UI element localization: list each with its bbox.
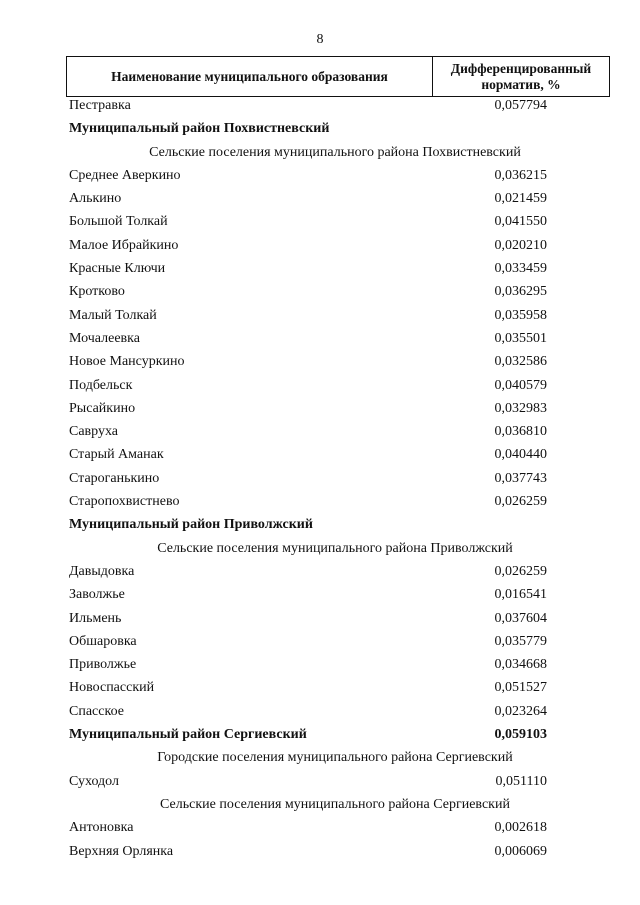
row-value: 0,037604	[494, 610, 547, 626]
row-value: 0,035501	[494, 330, 547, 346]
table-row	[0, 235, 640, 258]
row-name: Сельские поселения муниципального района Похвистневский	[149, 144, 521, 160]
table-row	[0, 701, 640, 724]
table-row	[0, 631, 640, 654]
table-row	[0, 491, 640, 514]
row-name: Старый Аманак	[69, 447, 164, 463]
row-name: Спасское	[69, 703, 124, 719]
header-norm-column	[433, 57, 609, 96]
row-name: Старопохвистнево	[69, 494, 180, 510]
table-header	[66, 56, 610, 97]
row-name: Заволжье	[69, 587, 125, 603]
table-row	[0, 188, 640, 211]
table-row	[0, 398, 640, 421]
row-name: Среднее Аверкино	[69, 167, 181, 183]
row-name: Подбельск	[69, 377, 133, 393]
row-value: 0,026259	[494, 494, 547, 510]
row-name: Верхняя Орлянка	[69, 843, 174, 859]
table-row	[0, 817, 640, 840]
table-row	[0, 677, 640, 700]
row-value: 0,016541	[494, 587, 547, 603]
row-value: 0,036215	[494, 167, 547, 183]
row-name: Мочалеевка	[69, 330, 140, 346]
row-value: 0,059103	[494, 727, 547, 743]
district-row	[0, 118, 640, 141]
row-value: 0,006069	[494, 843, 547, 859]
row-name: Муниципальный район Похвистневский	[69, 121, 330, 137]
table-row	[0, 608, 640, 631]
row-name: Малое Ибрайкино	[69, 237, 179, 253]
row-name: Антоновка	[69, 820, 134, 836]
row-value: 0,023264	[494, 703, 547, 719]
section-subheader	[0, 142, 640, 165]
table-row	[0, 584, 640, 607]
row-value: 0,036295	[494, 284, 547, 300]
row-name: Обшаровка	[69, 633, 137, 649]
row-value: 0,040440	[494, 447, 547, 463]
table-row	[0, 468, 640, 491]
district-row	[0, 724, 640, 747]
table-row	[0, 328, 640, 351]
row-name: Муниципальный район Приволжский	[69, 517, 313, 533]
table-row	[0, 654, 640, 677]
table-row	[0, 211, 640, 234]
table-row	[0, 421, 640, 444]
row-value: 0,032983	[494, 400, 547, 416]
table-row	[0, 444, 640, 467]
row-name: Давыдовка	[69, 563, 135, 579]
table-row	[0, 771, 640, 794]
row-name: Большой Толкай	[69, 214, 168, 230]
row-name: Муниципальный район Сергиевский	[69, 727, 307, 743]
row-value: 0,040579	[494, 377, 547, 393]
row-value: 0,021459	[494, 191, 547, 207]
row-name: Пестравка	[69, 98, 131, 113]
table-row	[0, 165, 640, 188]
section-subheader	[0, 538, 640, 561]
row-name: Приволжье	[69, 657, 137, 673]
row-name: Ильмень	[69, 610, 122, 626]
row-value: 0,037743	[494, 470, 547, 486]
header-name-column: Наименование муниципального образования	[67, 57, 433, 96]
row-name: Суходол	[69, 773, 119, 789]
row-name: Новоспасский	[69, 680, 155, 696]
row-value: 0,032586	[494, 354, 547, 370]
row-value: 0,057794	[494, 98, 547, 113]
district-row	[0, 514, 640, 537]
section-subheader	[0, 794, 640, 817]
page-number: 8	[316, 32, 324, 47]
row-name: Кротково	[69, 284, 125, 300]
row-name: Рысайкино	[69, 400, 136, 416]
table-body	[0, 95, 640, 864]
row-value: 0,051527	[494, 680, 547, 696]
row-value: 0,020210	[494, 237, 547, 253]
row-name: Красные Ключи	[69, 261, 166, 277]
row-value: 0,002618	[494, 820, 547, 836]
row-value: 0,051110	[495, 773, 547, 789]
row-value: 0,033459	[494, 261, 547, 277]
row-name: Сельские поселения муниципального района Сергиевский	[160, 796, 510, 812]
table-row	[0, 841, 640, 864]
row-value: 0,041550	[494, 214, 547, 230]
table-row	[0, 561, 640, 584]
section-subheader	[0, 747, 640, 770]
table-row	[0, 95, 640, 118]
row-name: Савруха	[69, 424, 119, 440]
row-name: Новое Мансуркино	[69, 354, 185, 370]
table-row	[0, 258, 640, 281]
row-value: 0,035779	[494, 633, 547, 649]
row-name: Городские поселения муниципального района Сергиевский	[157, 750, 513, 766]
header-norm-line2: норматив, %	[481, 76, 561, 92]
table-row	[0, 305, 640, 328]
row-value: 0,034668	[494, 657, 547, 673]
table-row	[0, 351, 640, 374]
row-name: Алькино	[69, 191, 122, 207]
row-name: Сельские поселения муниципального района Приволжский	[157, 540, 513, 556]
header-norm-line1: Дифференцированный	[450, 60, 592, 76]
row-value: 0,035958	[494, 307, 547, 323]
row-value: 0,036810	[494, 424, 547, 440]
table-row	[0, 375, 640, 398]
table-row	[0, 281, 640, 304]
row-value: 0,026259	[494, 563, 547, 579]
row-name: Староганькино	[69, 470, 160, 486]
row-name: Малый Толкай	[69, 307, 157, 323]
